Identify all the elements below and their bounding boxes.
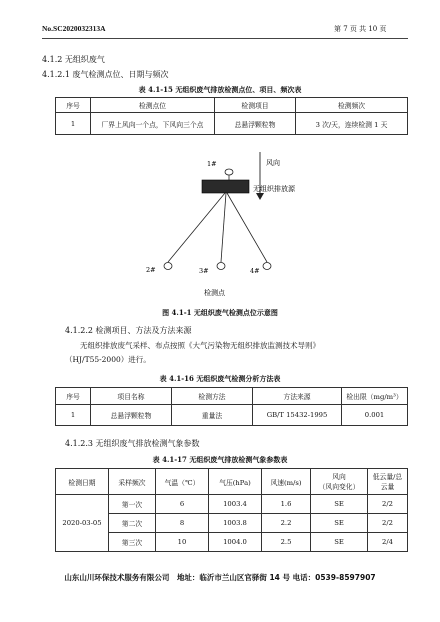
table-4-1-15-caption: 表 4.1-15 无组织废气排放检测点位、项目、频次表 (138, 85, 302, 94)
point-3-label: 3# (199, 267, 209, 275)
section-4-1-2: 4.1.2 无组织废气 (42, 55, 105, 64)
sampling-point-1 (225, 169, 233, 175)
table-cell: 第二次 (109, 514, 156, 533)
page-info: 第 7 页 共 10 页 (334, 25, 387, 33)
table-cell: 0.001 (342, 405, 408, 426)
table-cell: GB/T 15432-1995 (253, 405, 342, 426)
table-header: 采样频次 (109, 469, 156, 495)
table-cell: 1003.4 (209, 495, 262, 514)
table-cell: 1003.8 (209, 514, 262, 533)
table-cell: 第一次 (109, 495, 156, 514)
emission-source (202, 180, 249, 193)
sampling-point-4 (263, 263, 271, 270)
table-header: 检测日期 (56, 469, 109, 495)
section-4-1-2-1: 4.1.2.1 废气检测点位、日期与频次 (42, 70, 169, 79)
sampling-point-2 (164, 263, 172, 270)
wind-direction-label: 风向 (266, 159, 280, 167)
table-cell: 2.2 (262, 514, 311, 533)
table-header (368, 469, 408, 495)
table-cell: 总悬浮颗粒物 (215, 113, 296, 135)
point-1-label: 1# (207, 160, 217, 168)
table-cell: 2020-03-05 (56, 495, 109, 552)
table-row (56, 495, 408, 514)
header-line: 低云量/总 (372, 472, 403, 481)
arrow-head-icon (256, 193, 264, 200)
table-header: 检出限（mg/m³） (342, 388, 408, 405)
table-header: 检测方法 (172, 388, 253, 405)
table-cell: 1 (56, 113, 91, 135)
table-header: 方法来源 (253, 388, 342, 405)
table-header: 序号 (56, 98, 91, 113)
header-line: 风向 (332, 472, 346, 481)
table-cell: 1.6 (262, 495, 311, 514)
table-cell: 2/2 (368, 495, 408, 514)
header-line: （风向变化） (318, 482, 360, 491)
report-number: No.SC2020032313A (42, 24, 106, 33)
table-cell: 2/2 (368, 514, 408, 533)
table-header: 检测项目 (215, 98, 296, 113)
table-header: 检测点位 (91, 98, 215, 113)
table-cell: 2/4 (368, 533, 408, 552)
table-4-1-17 (55, 468, 408, 552)
table-cell: 重量法 (172, 405, 253, 426)
sampling-points-label: 检测点 (204, 289, 225, 297)
sampling-point-3 (217, 263, 225, 270)
table-header: 检测频次 (296, 98, 408, 113)
connector-line (221, 193, 226, 262)
table-cell: 总悬浮颗粒物 (91, 405, 172, 426)
table-cell: 3 次/天，连续检测 1 天 (296, 113, 408, 135)
table-cell: SE (311, 533, 368, 552)
table-header: 气压(hPa) (209, 469, 262, 495)
table-4-1-17-caption: 表 4.1-17 无组织废气排放检测气象参数表 (152, 455, 288, 464)
footer-company-info: 山东山川环保技术服务有限公司 地址：临沂市兰山区官驿街 14 号 电话：0539-8597907 (64, 573, 376, 582)
table-cell: 8 (156, 514, 209, 533)
table-4-1-16 (55, 387, 408, 426)
table-cell: 第三次 (109, 533, 156, 552)
table-cell: SE (311, 495, 368, 514)
figure-4-1-1-caption: 图 4.1-1 无组织废气检测点位示意图 (162, 308, 278, 317)
table-cell: SE (311, 514, 368, 533)
table-header: 气温（℃） (156, 469, 209, 495)
section-4-1-2-3: 4.1.2.3 无组织废气排放检测气象参数 (65, 439, 200, 448)
table-row (56, 514, 408, 533)
table-4-1-16-caption: 表 4.1-16 无组织废气检测分析方法表 (159, 374, 281, 383)
table-header: 序号 (56, 388, 91, 405)
header-line: 云量 (380, 482, 395, 491)
table-header (311, 469, 368, 495)
table-header: 项目名称 (91, 388, 172, 405)
table-cell: 1004.0 (209, 533, 262, 552)
table-cell: 6 (156, 495, 209, 514)
table-header: 风速(m/s) (262, 469, 311, 495)
connector-line (227, 193, 267, 262)
table-cell: 厂界上风向一个点，下风向三个点 (91, 113, 215, 135)
section-4-1-2-2: 4.1.2.2 检测项目、方法及方法来源 (65, 326, 192, 335)
table-cell: 10 (156, 533, 209, 552)
table-row (56, 533, 408, 552)
paragraph-line: （HJ/T55-2000）进行。 (65, 355, 151, 364)
point-4-label: 4# (250, 267, 260, 275)
connector-line (168, 193, 225, 262)
table-cell: 1 (56, 405, 91, 426)
emission-source-label: 无组织排放源 (253, 185, 295, 193)
paragraph-line: 无组织排放废气采样、布点按照《大气污染物无组织排放监测技术导则》 (80, 341, 320, 350)
table-cell: 2.5 (262, 533, 311, 552)
point-2-label: 2# (146, 266, 156, 274)
table-row (56, 405, 408, 426)
